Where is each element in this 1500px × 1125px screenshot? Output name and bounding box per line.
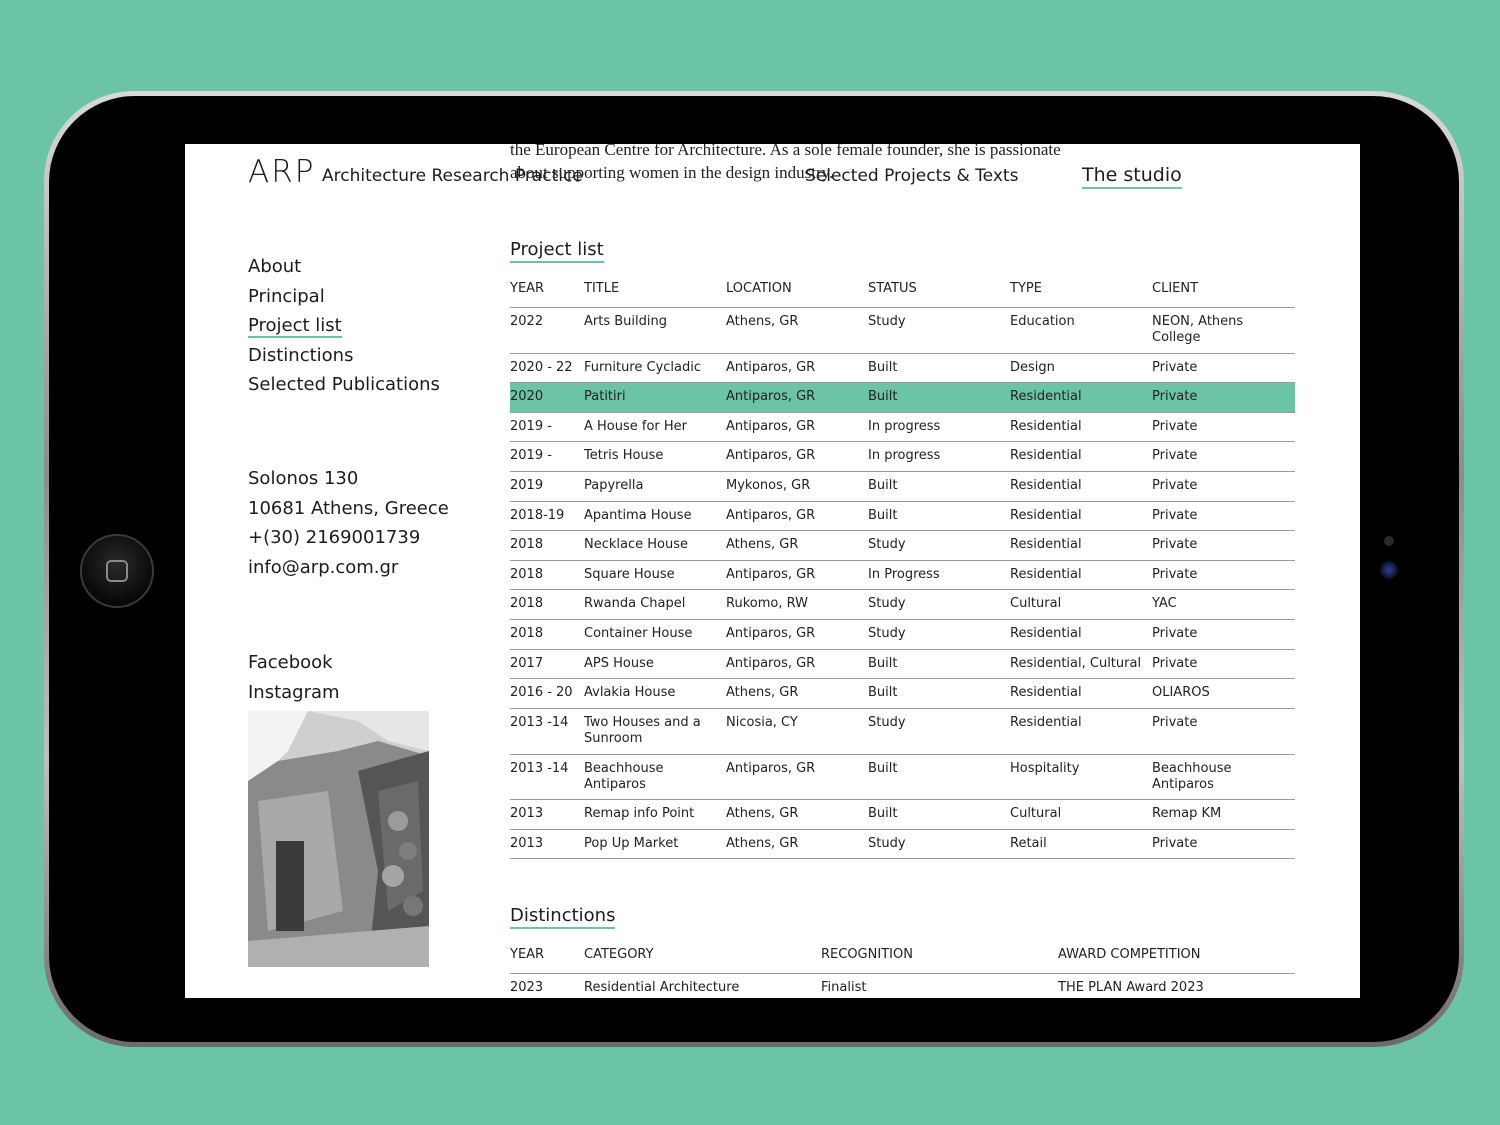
cell-type: Residential xyxy=(1010,448,1082,464)
nav-the-studio[interactable]: The studio xyxy=(1082,164,1182,189)
cell-status: Built xyxy=(868,685,898,701)
distinctions-title: Distinctions xyxy=(510,905,615,929)
email-link[interactable]: info@arp.com.gr xyxy=(248,556,399,578)
project-table-header xyxy=(510,277,1295,308)
cell-location: Antiparos, GR xyxy=(726,507,816,523)
cell-year: 2020 xyxy=(510,389,544,405)
table-row[interactable] xyxy=(510,709,1295,755)
home-button[interactable] xyxy=(80,534,154,608)
cell-status: Built xyxy=(868,359,898,375)
cell-title: Square House xyxy=(584,566,675,582)
cell-location: Antiparos, GR xyxy=(726,566,816,582)
cell-year: 2017 xyxy=(510,655,544,671)
cell-title: Beachhouse Antiparos xyxy=(584,760,664,792)
cell-status: Study xyxy=(868,537,906,553)
sensor-dot xyxy=(1384,536,1394,546)
cell-status: Study xyxy=(868,626,906,642)
col-year[interactable]: YEAR xyxy=(510,281,545,296)
cell-status: In progress xyxy=(868,448,941,464)
cell-client: Private xyxy=(1152,359,1198,375)
ruin-photo xyxy=(248,711,429,967)
cell-location: Athens, GR xyxy=(726,806,799,822)
cell-location: Antiparos, GR xyxy=(726,448,816,464)
project-table xyxy=(510,277,1295,859)
sidebar-item-label: Distinctions xyxy=(248,344,354,366)
cell-type: Residential xyxy=(1010,507,1082,523)
facebook-link[interactable]: Facebook xyxy=(248,652,333,673)
col-status[interactable]: STATUS xyxy=(868,281,917,296)
cell-location: Athens, GR xyxy=(726,685,799,701)
cell-status: Built xyxy=(868,760,898,776)
cell-location: Antiparos, GR xyxy=(726,418,816,434)
cell-year: 2018 xyxy=(510,596,544,612)
sidebar-item-project-list[interactable] xyxy=(248,311,440,341)
cell-title: Patitiri xyxy=(584,389,626,405)
cell-type: Residential xyxy=(1010,537,1082,553)
table-row[interactable] xyxy=(510,531,1295,561)
col-type[interactable]: TYPE xyxy=(1010,281,1042,296)
sidebar-item-label: Principal xyxy=(248,285,325,307)
cell-client: Private xyxy=(1152,448,1198,464)
cell-location: Nicosia, CY xyxy=(726,714,798,730)
address-street: Solonos 130 xyxy=(248,468,359,489)
cell-year: 2018 xyxy=(510,626,544,642)
cell-title: Pop Up Market xyxy=(584,835,679,851)
table-row[interactable] xyxy=(510,679,1295,709)
table-row[interactable] xyxy=(510,590,1295,620)
sidebar-item-selected-publications[interactable] xyxy=(248,370,440,400)
cell-type: Residential xyxy=(1010,566,1082,582)
cell-title: Two Houses and a Sunroom xyxy=(584,714,701,746)
col-year[interactable]: YEAR xyxy=(510,947,545,962)
cell-type: Retail xyxy=(1010,835,1047,851)
cell-client: Private xyxy=(1152,418,1198,434)
table-row[interactable] xyxy=(510,974,1295,998)
cell-location: Athens, GR xyxy=(726,835,799,851)
table-row[interactable] xyxy=(510,561,1295,591)
col-title[interactable]: TITLE xyxy=(584,281,620,296)
cell-client: Private xyxy=(1152,626,1198,642)
cell-title: Papyrella xyxy=(584,478,644,494)
address-city: 10681 Athens, Greece xyxy=(248,497,449,519)
brand-logo[interactable]: ARP xyxy=(248,154,316,190)
cell-location: Antiparos, GR xyxy=(726,655,816,671)
sidebar-item-label: Project list xyxy=(248,315,342,337)
cell-client: Private xyxy=(1152,655,1198,671)
table-row[interactable] xyxy=(510,650,1295,680)
cell-status: Study xyxy=(868,596,906,612)
cell-title: APS House xyxy=(584,655,654,671)
cell-type: Education xyxy=(1010,314,1075,329)
cell-location: Mykonos, GR xyxy=(726,478,811,494)
cell-location: Rukomo, RW xyxy=(726,596,808,612)
cell-year: 2020 - 22 xyxy=(510,359,573,375)
table-row[interactable] xyxy=(510,308,1295,354)
cell-title: Rwanda Chapel xyxy=(584,596,686,612)
table-row[interactable] xyxy=(510,755,1295,801)
ruin-photo-graphic xyxy=(248,711,429,967)
instagram-link[interactable]: Instagram xyxy=(248,681,340,703)
col-location[interactable]: LOCATION xyxy=(726,281,792,296)
cell-status: Built xyxy=(868,389,898,405)
cell-status: Built xyxy=(868,478,898,494)
cell-year: 2013 -14 xyxy=(510,714,569,730)
cell-client: OLIAROS xyxy=(1152,685,1210,701)
cell-client: Private xyxy=(1152,507,1198,523)
camera-icon xyxy=(1380,561,1398,579)
cell-type: Residential xyxy=(1010,389,1082,405)
cell-client: Beachhouse Antiparos xyxy=(1152,760,1232,792)
cell-title: Apantima House xyxy=(584,507,692,523)
cell-year: 2013 xyxy=(510,806,544,822)
cell-status: Study xyxy=(868,314,906,329)
cell-title: Container House xyxy=(584,626,693,642)
cell-client: Remap KM xyxy=(1152,806,1222,822)
sidebar-item-about[interactable] xyxy=(248,252,440,282)
cell-status: Built xyxy=(868,655,898,671)
cell-type: Residential xyxy=(1010,418,1082,434)
cell-client: Private xyxy=(1152,478,1198,494)
cell-title: Furniture Cycladic xyxy=(584,359,702,375)
cell-category: Residential Architecture xyxy=(584,980,740,995)
cell-recognition: Finalist xyxy=(821,980,867,995)
cell-title: Arts Building xyxy=(584,314,667,329)
col-recognition[interactable]: RECOGNITION xyxy=(821,947,913,962)
table-row[interactable] xyxy=(510,472,1295,502)
screen xyxy=(185,144,1360,998)
cell-title: Tetris House xyxy=(584,448,664,464)
cell-client: NEON, Athens College xyxy=(1152,314,1244,345)
cell-client: YAC xyxy=(1152,596,1177,612)
distinctions-table-header xyxy=(510,943,1295,974)
cell-title: Avlakia House xyxy=(584,685,676,701)
col-client[interactable]: CLIENT xyxy=(1152,281,1199,296)
cell-year: 2019 - xyxy=(510,418,552,434)
project-list-title: Project list xyxy=(510,239,604,263)
table-row[interactable] xyxy=(510,800,1295,830)
cell-type: Residential xyxy=(1010,714,1082,730)
cell-status: Built xyxy=(868,806,898,822)
cell-year: 2018 xyxy=(510,537,544,553)
social-links xyxy=(248,648,340,707)
cell-location: Antiparos, GR xyxy=(726,626,816,642)
cell-client: Private xyxy=(1152,566,1198,582)
cell-location: Athens, GR xyxy=(726,314,799,329)
table-row[interactable] xyxy=(510,502,1295,532)
cell-year: 2022 xyxy=(510,314,544,329)
cell-location: Athens, GR xyxy=(726,537,799,553)
table-row[interactable] xyxy=(510,383,1295,413)
cell-type: Hospitality xyxy=(1010,760,1080,776)
cell-type: Residential xyxy=(1010,685,1082,701)
table-row[interactable] xyxy=(510,354,1295,384)
table-row[interactable] xyxy=(510,413,1295,443)
home-square-icon xyxy=(106,560,128,582)
cell-client: Private xyxy=(1152,835,1198,851)
cell-year: 2023 xyxy=(510,980,544,995)
cell-client: Private xyxy=(1152,389,1198,405)
cell-status: Study xyxy=(868,714,906,730)
brand-tagline: Architecture Research Practice xyxy=(322,166,583,186)
cell-year: 2016 - 20 xyxy=(510,685,573,701)
cell-type: Design xyxy=(1010,359,1055,375)
distinctions-table xyxy=(510,943,1295,998)
cell-status: Built xyxy=(868,507,898,523)
cell-title: Remap info Point xyxy=(584,806,695,822)
cell-year: 2018-19 xyxy=(510,507,565,523)
cell-year: 2019 xyxy=(510,478,544,494)
overlapping-bio-text: the European Centre for Architecture. As a sole female founder, she is passionate about supporting women in the design industry. xyxy=(510,144,1061,182)
phone-number[interactable]: +(30) 2169001739 xyxy=(248,527,421,549)
cell-type: Residential xyxy=(1010,626,1082,642)
cell-location: Antiparos, GR xyxy=(726,760,816,776)
cell-status: In progress xyxy=(868,418,941,434)
col-category[interactable]: CATEGORY xyxy=(584,947,654,962)
cell-award: THE PLAN Award 2023 xyxy=(1058,980,1204,995)
contact-block xyxy=(248,464,449,582)
project-rows xyxy=(510,308,1295,859)
cell-year: 2019 - xyxy=(510,448,552,464)
sidebar-item-label: About xyxy=(248,256,302,277)
cell-client: Private xyxy=(1152,714,1198,730)
cell-status: Study xyxy=(868,835,906,851)
cell-type: Residential, Cultural xyxy=(1010,655,1142,671)
cell-year: 2013 -14 xyxy=(510,760,569,776)
cell-status: In Progress xyxy=(868,566,940,582)
sidebar-item-principal[interactable] xyxy=(248,282,440,312)
col-award-competition[interactable]: AWARD COMPETITION xyxy=(1058,947,1201,962)
table-row[interactable] xyxy=(510,620,1295,650)
sidebar-nav xyxy=(248,252,440,400)
nav-projects-texts[interactable]: Selected Projects & Texts xyxy=(805,166,1019,186)
cell-type: Residential xyxy=(1010,478,1082,494)
cell-title: A House for Her xyxy=(584,418,688,434)
sidebar-item-label: Selected Publications xyxy=(248,374,440,396)
cell-year: 2018 xyxy=(510,566,544,582)
cell-title: Necklace House xyxy=(584,537,688,553)
cell-type: Cultural xyxy=(1010,596,1062,612)
sidebar-item-distinctions[interactable] xyxy=(248,341,440,371)
table-row[interactable] xyxy=(510,830,1295,860)
cell-location: Antiparos, GR xyxy=(726,359,816,375)
distinction-rows xyxy=(510,974,1295,998)
table-row[interactable] xyxy=(510,442,1295,472)
cell-type: Cultural xyxy=(1010,806,1062,822)
cell-location: Antiparos, GR xyxy=(726,389,816,405)
cell-client: Private xyxy=(1152,537,1198,553)
cell-year: 2013 xyxy=(510,835,544,851)
